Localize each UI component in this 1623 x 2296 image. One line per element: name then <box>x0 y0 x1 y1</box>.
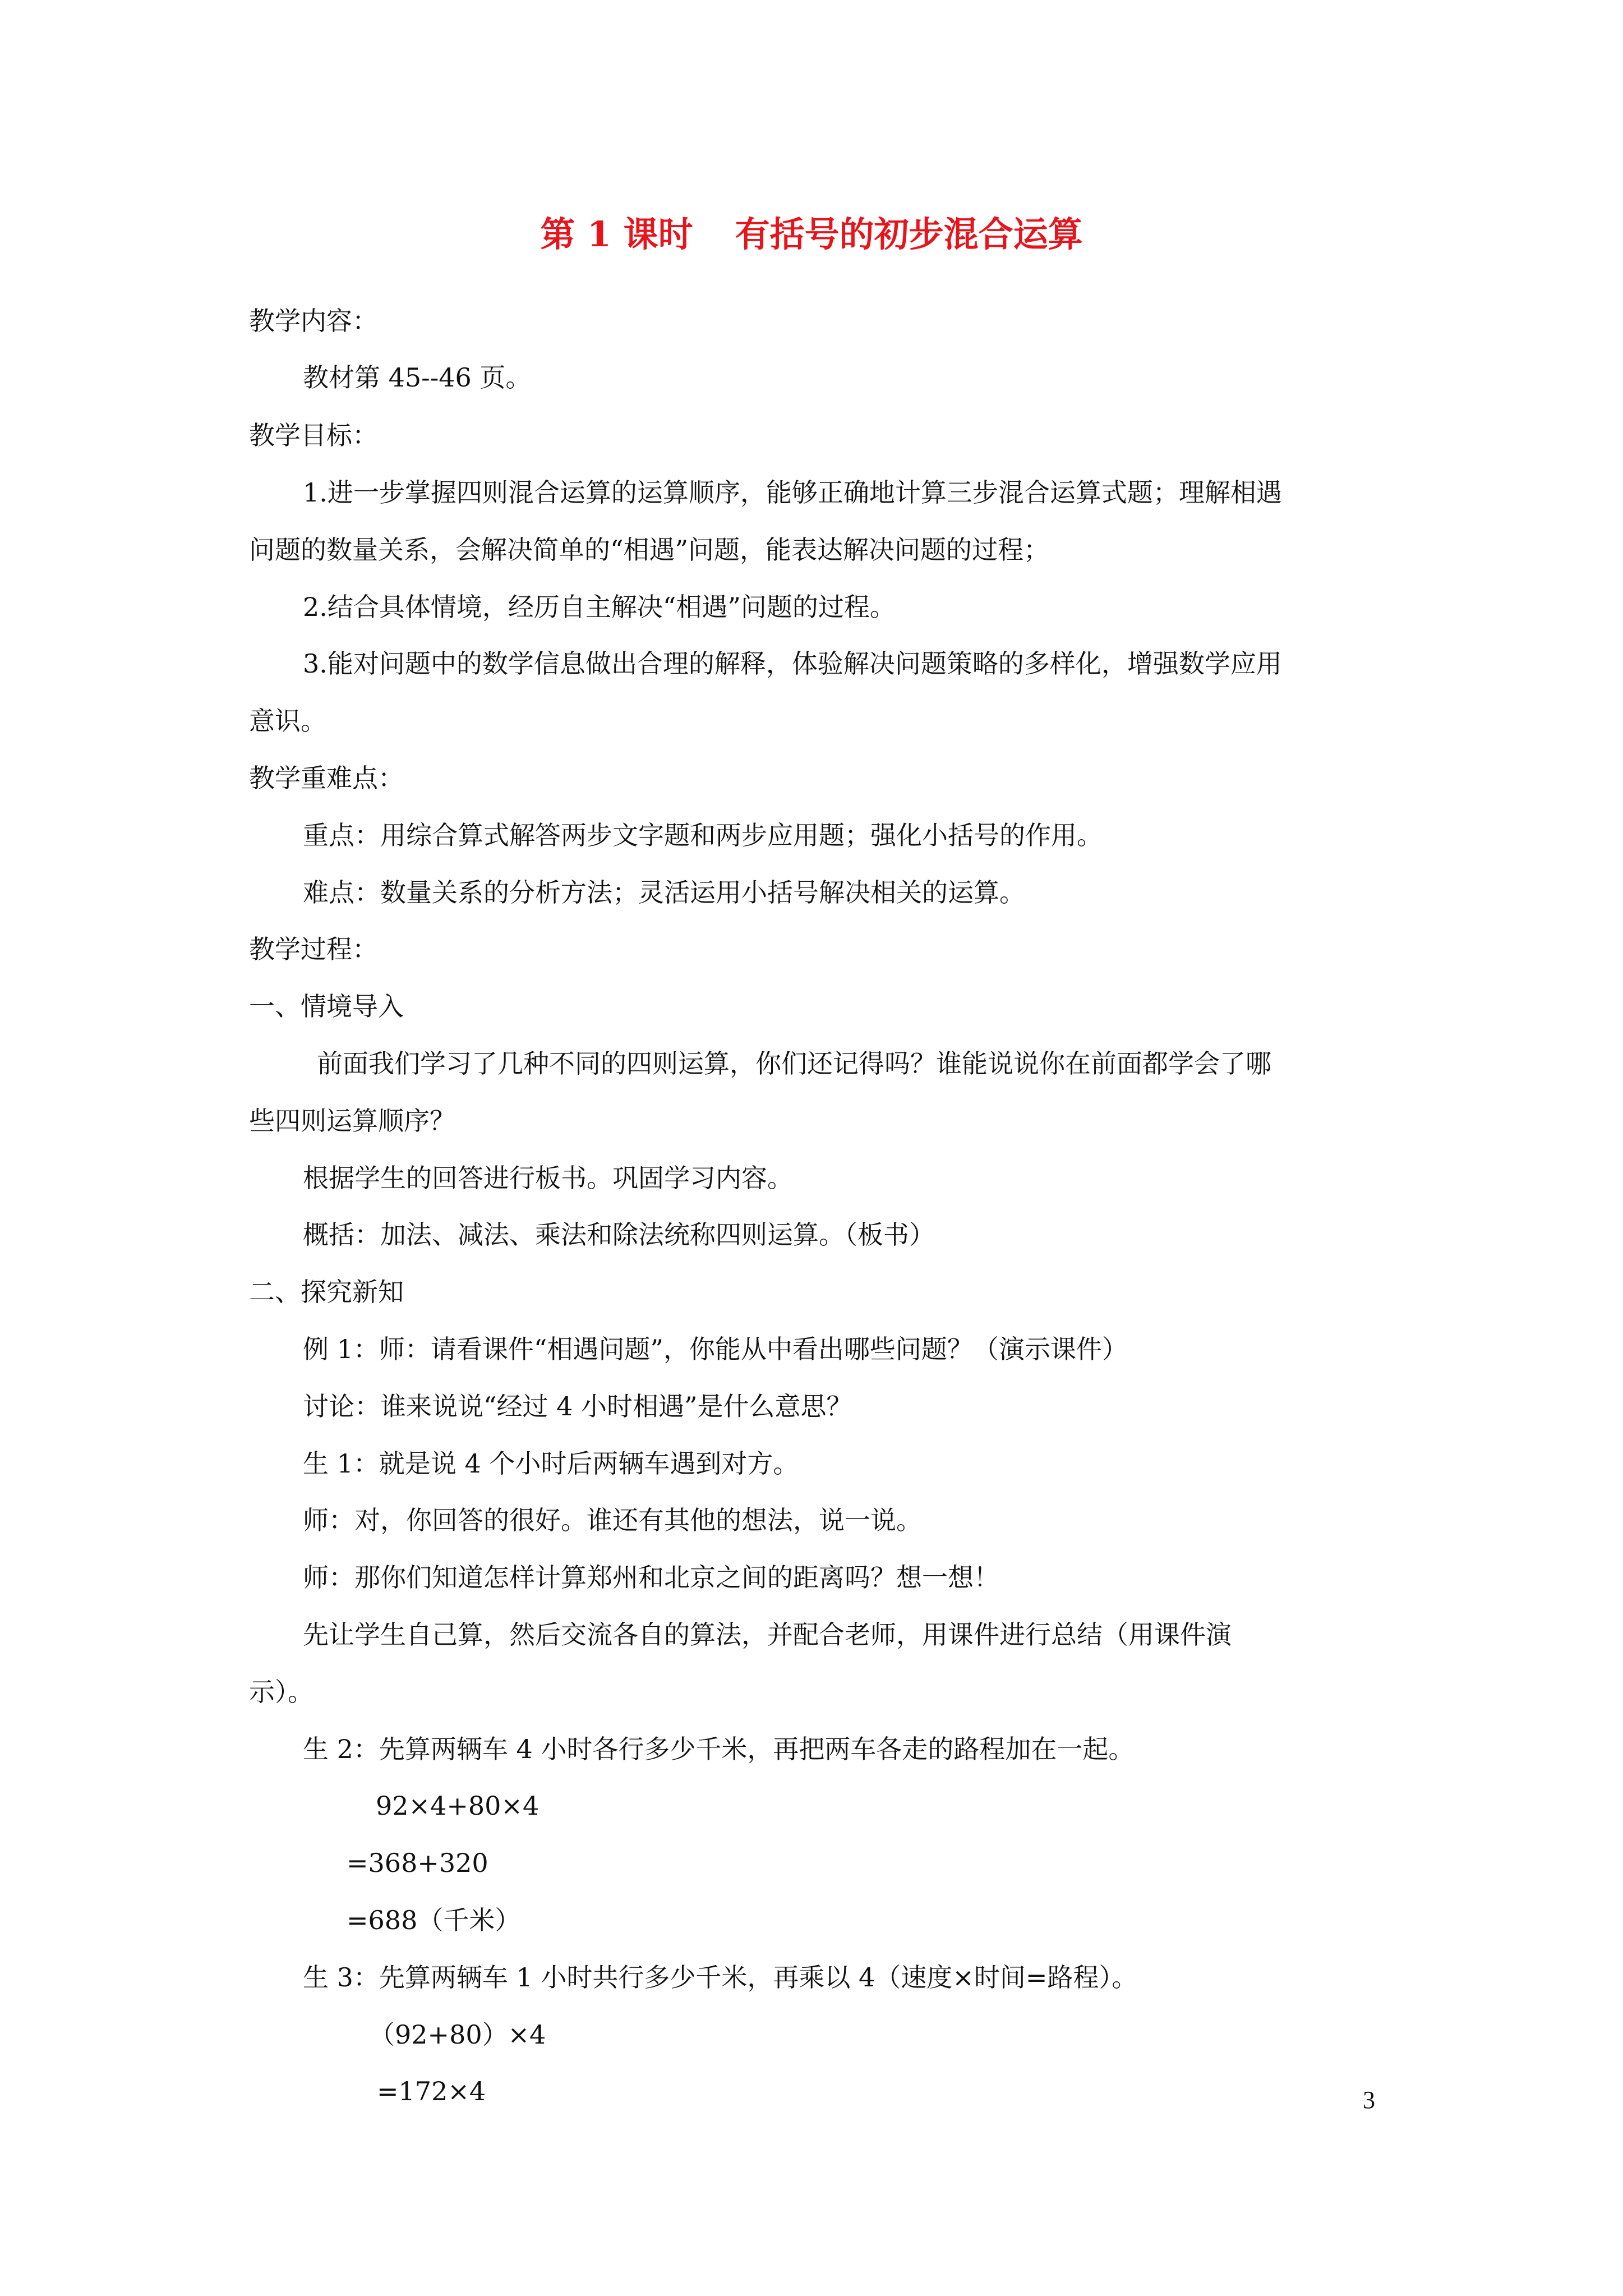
paragraph: 生 3：先算两辆车 1 小时共行多少千米，再乘以 4（速度×时间=路程）。 <box>303 1962 1138 1993</box>
paragraph: 难点：数量关系的分析方法；灵活运用小括号解决相关的运算。 <box>303 877 1025 908</box>
paragraph: 示）。 <box>249 1677 313 1707</box>
paragraph: 师：那你们知道怎样计算郑州和北京之间的距离吗？想一想！ <box>303 1562 999 1593</box>
lesson-topic: 有括号的初步混合运算 <box>735 214 1083 255</box>
lesson-number: 第 1 课时 <box>540 214 693 255</box>
paragraph: 生 2：先算两辆车 4 小时各行多少千米，再把两车各走的路程加在一起。 <box>303 1734 1135 1764</box>
page-title <box>0 212 1623 257</box>
paragraph: 些四则运算顺序？ <box>249 1106 455 1136</box>
paragraph: 讨论：谁来说说“经过 4 小时相遇”是什么意思？ <box>303 1391 852 1421</box>
heading-teaching-process: 教学过程： <box>249 934 378 964</box>
page-number: 3 <box>1363 2086 1375 2114</box>
paragraph: 教材第 45--46 页。 <box>303 362 532 393</box>
section-heading: 二、探究新知 <box>249 1277 404 1307</box>
paragraph: 问题的数量关系，会解决简单的“相遇”问题，能表达解决问题的过程； <box>249 535 1050 565</box>
equation-line: =172×4 <box>377 2076 486 2106</box>
paragraph: 1.进一步掌握四则混合运算的运算顺序，能够正确地计算三步混合运算式题；理解相遇 <box>303 477 1282 508</box>
heading-teaching-goals: 教学目标： <box>249 420 378 450</box>
paragraph: 前面我们学习了几种不同的四则运算，你们还记得吗？谁能说说你在前面都学会了哪 <box>317 1048 1271 1079</box>
equation-line: =368+320 <box>347 1848 488 1878</box>
heading-key-points: 教学重难点： <box>249 763 404 793</box>
paragraph: 意识。 <box>249 706 326 736</box>
paragraph: 师：对，你回答的很好。谁还有其他的想法，说一说。 <box>303 1505 922 1535</box>
paragraph: 先让学生自己算，然后交流各自的算法，并配合老师，用课件进行总结（用课件演 <box>303 1619 1232 1650</box>
equation-line: =688（千米） <box>347 1905 521 1935</box>
paragraph: 根据学生的回答进行板书。巩固学习内容。 <box>303 1163 793 1193</box>
heading-teaching-content: 教学内容： <box>249 306 378 336</box>
paragraph: 3.能对问题中的数学信息做出合理的解释，体验解决问题策略的多样化，增强数学应用 <box>303 648 1282 679</box>
equation-line: 92×4+80×4 <box>376 1791 540 1821</box>
section-heading: 一、情境导入 <box>249 991 404 1022</box>
equation-line: （92+80）×4 <box>369 2019 546 2050</box>
paragraph: 重点：用综合算式解答两步文字题和两步应用题；强化小括号的作用。 <box>303 820 1103 850</box>
paragraph: 2.结合具体情境，经历自主解决“相遇”问题的过程。 <box>303 592 896 622</box>
paragraph: 例 1：师：请看课件“相遇问题”，你能从中看出哪些问题？（演示课件） <box>303 1334 1128 1364</box>
paragraph: 生 1：就是说 4 个小时后两辆车遇到对方。 <box>303 1448 799 1479</box>
paragraph: 概括：加法、减法、乘法和除法统称四则运算。（板书） <box>303 1220 935 1250</box>
